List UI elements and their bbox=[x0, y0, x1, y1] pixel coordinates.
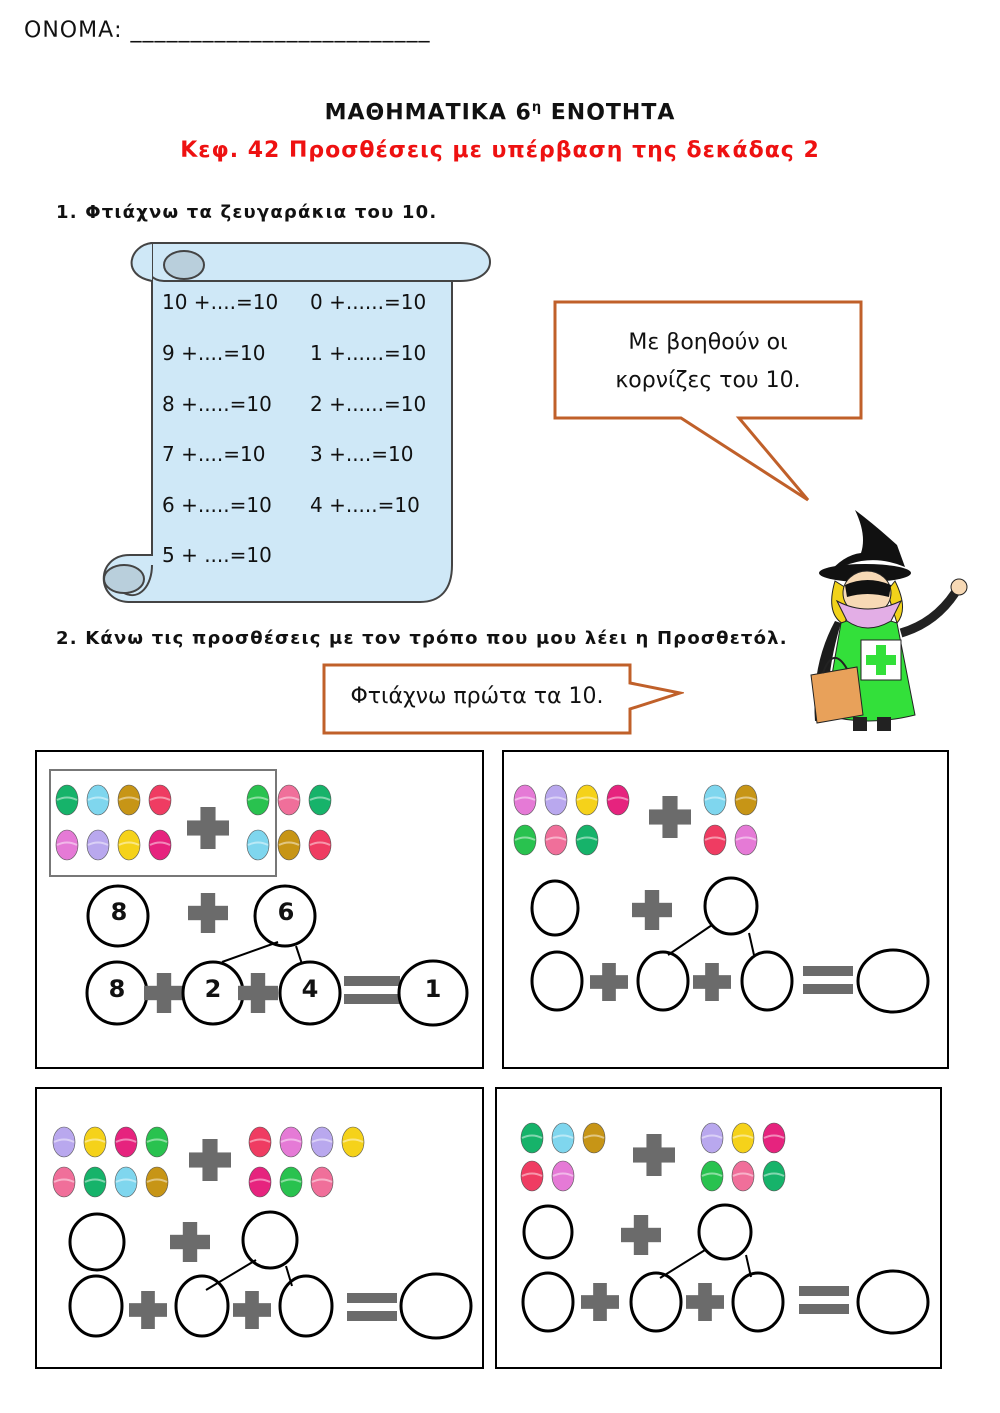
pair-item: 10 +....=10 bbox=[162, 290, 279, 314]
easter-egg-icon bbox=[514, 785, 536, 815]
pair-item: 1 +......=10 bbox=[310, 341, 427, 365]
easter-egg-icon bbox=[576, 785, 598, 815]
easter-egg-icon bbox=[56, 830, 78, 860]
easter-egg-icon bbox=[115, 1127, 137, 1157]
answer-circle bbox=[70, 1276, 122, 1336]
split-number-a: 8 bbox=[108, 975, 126, 1003]
easter-egg-icon bbox=[149, 785, 171, 815]
plus-icon bbox=[698, 1283, 712, 1321]
answer-circle bbox=[699, 1205, 751, 1259]
answer-circle bbox=[176, 1276, 228, 1336]
result-number: 1 bbox=[424, 975, 442, 1003]
pair-item: 2 +......=10 bbox=[310, 392, 427, 416]
exercise-2-instruction: 2. Κάνω τις προσθέσεις με τον τρόπο που μου λέει η Προσθετόλ. bbox=[56, 628, 788, 649]
plus-icon bbox=[201, 893, 215, 933]
plus-icon bbox=[705, 963, 719, 1001]
answer-circle bbox=[280, 1276, 332, 1336]
easter-egg-icon bbox=[701, 1123, 723, 1153]
plus-icon bbox=[202, 1139, 217, 1181]
plus-icon bbox=[662, 796, 677, 838]
easter-egg-icon bbox=[311, 1127, 333, 1157]
answer-circle bbox=[858, 950, 928, 1012]
easter-egg-icon bbox=[53, 1127, 75, 1157]
easter-egg-icon bbox=[576, 825, 598, 855]
easter-egg-icon bbox=[763, 1161, 785, 1191]
answer-circle bbox=[532, 952, 582, 1010]
answer-circle bbox=[742, 952, 792, 1010]
equals-icon bbox=[344, 994, 400, 1004]
plus-icon bbox=[593, 1283, 607, 1321]
easter-egg-icon bbox=[118, 830, 140, 860]
chapter-subtitle: Κεφ. 42 Προσθέσεις με υπέρβαση της δεκάδας 2 bbox=[180, 138, 820, 163]
equals-icon bbox=[803, 966, 853, 976]
easter-egg-icon bbox=[514, 825, 536, 855]
easter-egg-icon bbox=[521, 1161, 543, 1191]
split-line bbox=[668, 925, 712, 955]
plus-icon bbox=[646, 1134, 661, 1176]
easter-egg-icon bbox=[545, 825, 567, 855]
plus-icon bbox=[141, 1291, 155, 1329]
easter-egg-icon bbox=[146, 1167, 168, 1197]
easter-egg-icon bbox=[311, 1167, 333, 1197]
easter-egg-icon bbox=[249, 1127, 271, 1157]
plus-icon bbox=[634, 1215, 648, 1255]
split-line bbox=[749, 933, 754, 955]
easter-egg-icon bbox=[521, 1123, 543, 1153]
answer-circle bbox=[705, 878, 757, 934]
name-field-label: ΟΝΟΜΑ: _________________________ bbox=[24, 18, 431, 43]
easter-egg-icon bbox=[704, 825, 726, 855]
first-addend-number: 8 bbox=[110, 898, 128, 926]
answer-circle bbox=[532, 881, 578, 935]
equals-icon bbox=[803, 984, 853, 994]
easter-egg-icon bbox=[247, 785, 269, 815]
pair-item: 6 +.....=10 bbox=[162, 493, 272, 517]
answer-circle bbox=[631, 1273, 681, 1331]
easter-egg-icon bbox=[115, 1167, 137, 1197]
pair-item: 9 +....=10 bbox=[162, 341, 266, 365]
split-line bbox=[222, 942, 278, 962]
equals-icon bbox=[347, 1293, 397, 1303]
easter-egg-icon bbox=[701, 1161, 723, 1191]
easter-egg-icon bbox=[309, 830, 331, 860]
easter-egg-icon bbox=[309, 785, 331, 815]
easter-egg-icon bbox=[278, 830, 300, 860]
exercise-1-instruction: 1. Φτιάχνω τα ζευγαράκια του 10. bbox=[56, 202, 438, 223]
plus-icon bbox=[645, 890, 659, 930]
pair-item: 7 +....=10 bbox=[162, 442, 266, 466]
plus-icon bbox=[602, 963, 616, 1001]
split-line bbox=[660, 1250, 705, 1278]
split-number-c: 4 bbox=[301, 975, 319, 1003]
answer-circle bbox=[733, 1273, 783, 1331]
answer-circle bbox=[401, 1274, 471, 1338]
second-addend-number: 6 bbox=[277, 898, 295, 926]
answer-circle bbox=[858, 1271, 928, 1333]
easter-egg-icon bbox=[149, 830, 171, 860]
answer-circle bbox=[638, 952, 688, 1010]
easter-egg-icon bbox=[732, 1123, 754, 1153]
hint-bubble-text: Φτιάχνω πρώτα τα 10. bbox=[350, 684, 604, 709]
plus-icon bbox=[183, 1222, 197, 1262]
pair-item: 8 +.....=10 bbox=[162, 392, 272, 416]
plus-icon bbox=[251, 973, 265, 1013]
split-line bbox=[206, 1260, 256, 1290]
easter-egg-icon bbox=[84, 1167, 106, 1197]
pair-item: 5 + ....=10 bbox=[162, 543, 272, 567]
easter-egg-icon bbox=[146, 1127, 168, 1157]
easter-egg-icon bbox=[732, 1161, 754, 1191]
answer-circle bbox=[524, 1206, 572, 1258]
easter-egg-icon bbox=[87, 830, 109, 860]
easter-egg-icon bbox=[735, 785, 757, 815]
easter-egg-icon bbox=[280, 1127, 302, 1157]
equals-icon bbox=[799, 1304, 849, 1314]
easter-egg-icon bbox=[84, 1127, 106, 1157]
answer-circle bbox=[70, 1214, 124, 1270]
plus-icon bbox=[200, 807, 215, 849]
pair-item: 3 +....=10 bbox=[310, 442, 414, 466]
easter-egg-icon bbox=[118, 785, 140, 815]
easter-egg-icon bbox=[763, 1123, 785, 1153]
split-line bbox=[296, 946, 302, 964]
page-title: ΜΑΘΗΜΑΤΙΚΑ $6^\eta$ ΕΝΟΤΗΤΑ bbox=[324, 100, 676, 126]
plus-icon bbox=[157, 973, 171, 1013]
easter-egg-icon bbox=[280, 1167, 302, 1197]
split-number-b: 2 bbox=[204, 975, 222, 1003]
equals-icon bbox=[347, 1311, 397, 1321]
plus-icon bbox=[245, 1291, 259, 1329]
speech-line: κορνίζες του 10. bbox=[615, 368, 801, 393]
easter-egg-icon bbox=[56, 785, 78, 815]
equals-icon bbox=[799, 1286, 849, 1296]
easter-egg-icon bbox=[545, 785, 567, 815]
pair-item: 0 +......=10 bbox=[310, 290, 427, 314]
easter-egg-icon bbox=[247, 830, 269, 860]
easter-egg-icon bbox=[704, 785, 726, 815]
easter-egg-icon bbox=[552, 1161, 574, 1191]
answer-circle bbox=[523, 1273, 573, 1331]
speech-line: Με βοηθούν οι bbox=[628, 330, 788, 355]
answer-circle bbox=[243, 1212, 297, 1268]
easter-egg-icon bbox=[607, 785, 629, 815]
easter-egg-icon bbox=[87, 785, 109, 815]
easter-egg-icon bbox=[735, 825, 757, 855]
easter-egg-icon bbox=[342, 1127, 364, 1157]
easter-egg-icon bbox=[53, 1167, 75, 1197]
equals-icon bbox=[344, 976, 400, 986]
easter-egg-icon bbox=[249, 1167, 271, 1197]
easter-egg-icon bbox=[552, 1123, 574, 1153]
pair-item: 4 +.....=10 bbox=[310, 493, 420, 517]
easter-egg-icon bbox=[278, 785, 300, 815]
easter-egg-icon bbox=[583, 1123, 605, 1153]
